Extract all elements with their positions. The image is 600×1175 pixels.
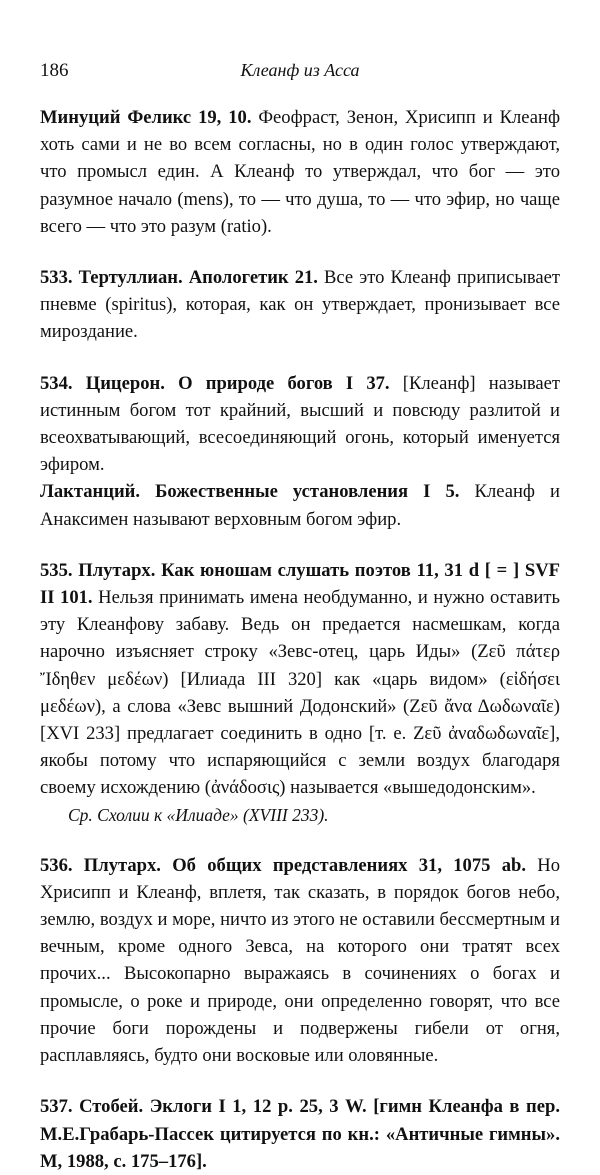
entry-note: Ср. Схолии к «Илиаде» (XVIII 233). [68, 804, 329, 825]
entry-minucius [40, 104, 560, 240]
entry-source: 534. Цицерон. О природе богов I 37. [40, 372, 390, 394]
entry-536 [40, 852, 560, 1070]
entry-text: Нельзя принимать имена необдуманно, и нужно оставить эту Клеанфову забаву. Ведь он предается насмешкам, когда нарочно изъясняет строку «Зевс-отец, царь Иды» (Ζεῦ πάτερ Ἴδηθεν μεδέων) [Илиада III 320] как «царь видом» (εἰδήσει μεδέων), а слова «Зевс вышний Додонский» (Ζεῦ ἄνα Δωδωναῖε) [XVI 233] предлагает соединить в одно [т. е. Ζεῦ ἀναδωδωναῖε], якобы потому что испаряющийся с земли воздух благодаря своему исхождению (ἀνάδοσις) называется «вышедодонским». [40, 587, 560, 799]
page-number: 186 [40, 60, 69, 81]
page-content [40, 104, 560, 1175]
entry-text: Все это Клеанф приписывает пневме (spiritus), которая, как он утверждает, пронизывает все мироздание. [40, 267, 560, 343]
entry-text: Клеанф и Анаксимен называют верховным богом эфир. [40, 481, 560, 530]
entry-533 [40, 264, 560, 346]
entry-source: 533. Тертуллиан. Апологетик 21. [40, 267, 318, 289]
entry-source: 536. Плутарх. Об общих представлениях 31, 1075 ab. [40, 854, 526, 876]
entry-535 [40, 557, 560, 802]
entry-text: Но Хрисипп и Клеанф, вплетя, так сказать, в порядок богов небо, землю, воздух и море, ничто из этого не оставили бессмертным и вечным, кроме одного Зевса, на которого они тратят всех прочих... Высокопарно выражаясь в сочинениях о богах и промысле, о роке и природе, они определенно говорят, что все прочие боги порождены и подвержены гибели от огня, расплавляясь, будто они восковые или оловянные. [40, 854, 560, 1067]
entry-source: 537. Стобей. Эклоги I 1, 12 р. 25, 3 W. [гимн Клеанфа в пер. М.Е.Грабарь-Пассек цитируется по кн.: «Античные гимны». М, 1988, с. 175–176]. [40, 1096, 560, 1172]
page-header [40, 60, 560, 88]
running-title: Клеанф из Асса [240, 60, 360, 80]
entry-lactantius [40, 478, 560, 532]
entry-text: [Клеанф] называет истинным богом тот крайний, высший и повсюду разлитой и всеохватывающий, всесоединяющий огонь, который именуется эфиром. [40, 372, 560, 476]
entry-source: 535. Плутарх. Как юношам слушать поэтов 11, 31 d [ = ] SVF II 101. [40, 559, 560, 609]
entry-534 [40, 370, 560, 479]
entry-source: Лактанций. Божественные установления I 5. [40, 481, 460, 503]
entry-text: Феофраст, Зенон, Хрисипп и Клеанф хоть сами и не во всем согласны, но в один голос утверждают, что промысл един. А Клеанф то утверждал, что бог — это разумное начало (mens), то — что душа, то — что эфир, но чаще всего — что это разум (ratio). [40, 107, 560, 237]
entry-537 [40, 1093, 560, 1175]
entry-source: Минуций Феликс 19, 10. [40, 107, 252, 128]
